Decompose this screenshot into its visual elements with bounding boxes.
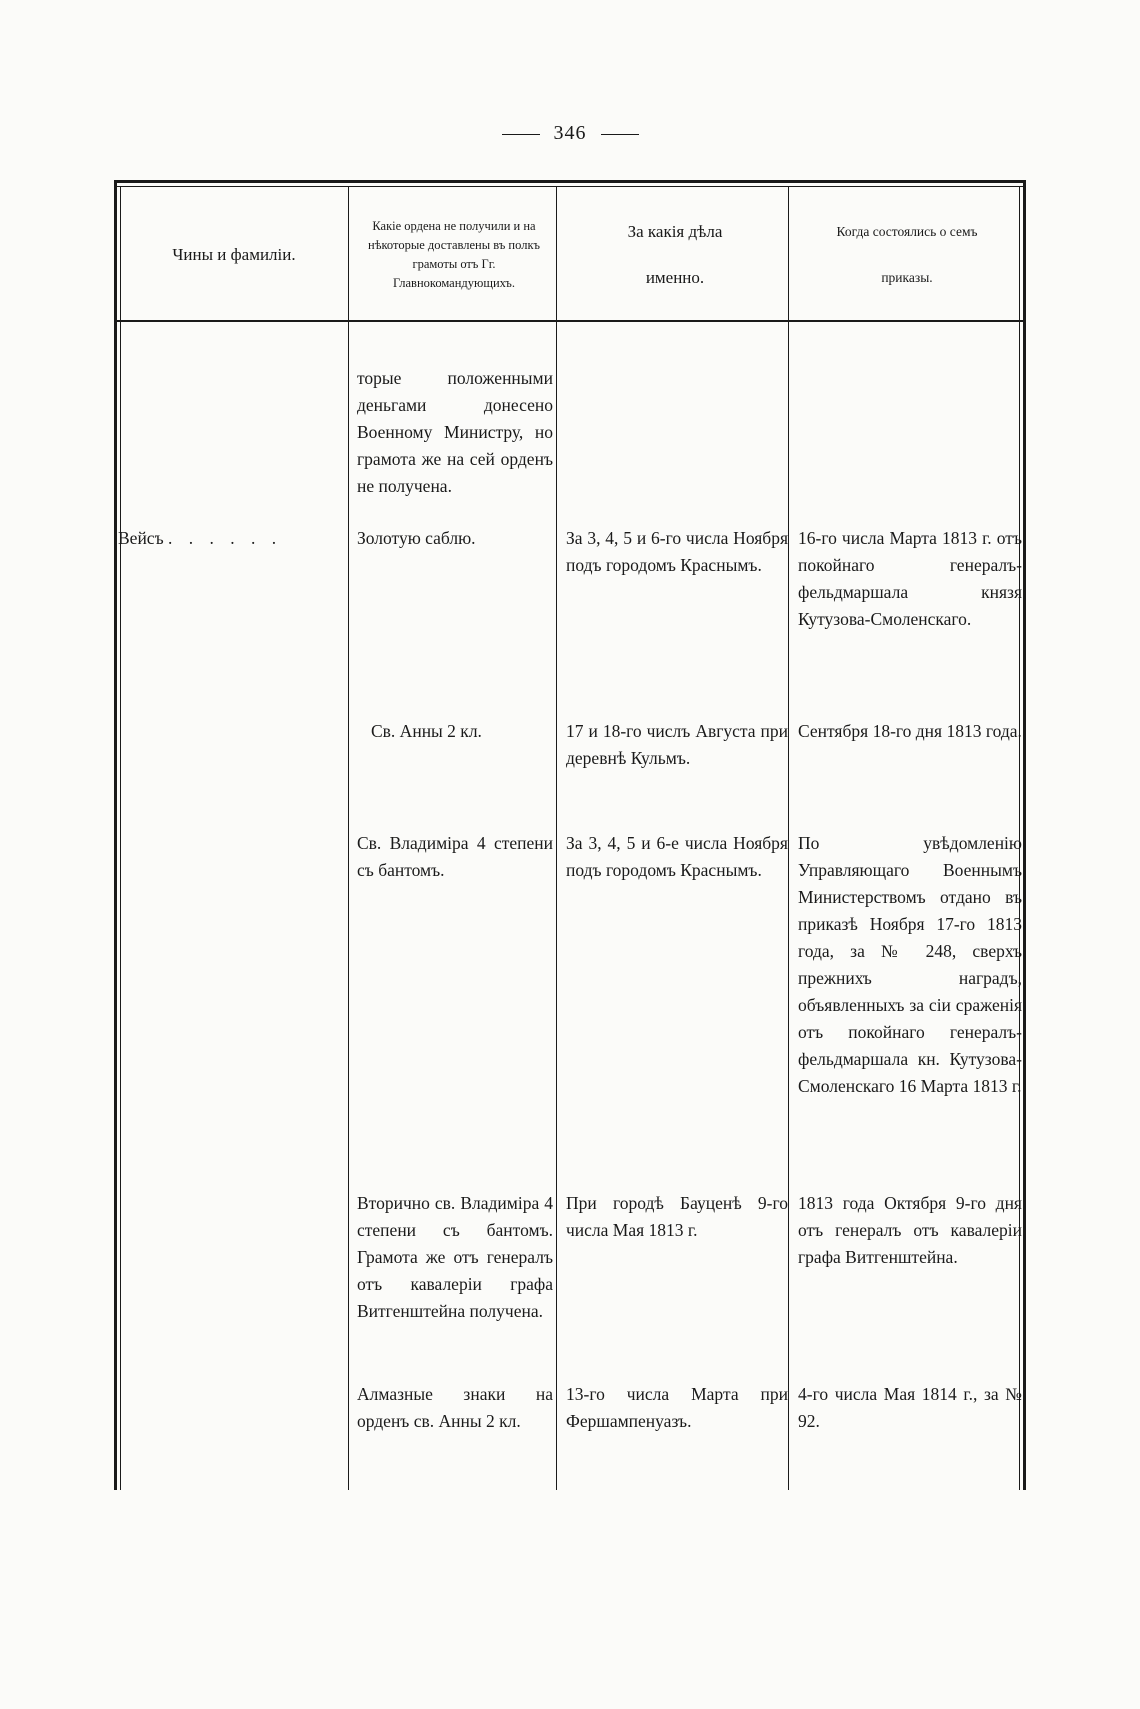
row-5-deed: 13-го числа Марта при Фершампенуазъ. xyxy=(566,1384,788,1431)
continuation-text: торые положенными деньгами донесено Военному Министру, но грамота же на сей орденъ не получена. xyxy=(357,368,553,496)
row-1-order: 16-го числа Марта 1813 г. отъ покойнаго генералъ-фельдмаршала князя Кутузова-Смоленскаго. xyxy=(798,528,1022,629)
page-number xyxy=(0,122,1140,145)
person-name xyxy=(118,525,344,552)
header-orders xyxy=(350,190,558,320)
header-orders-date xyxy=(792,190,1022,320)
row-5-award: Алмазные знаки на орденъ св. Анны 2 кл. xyxy=(357,1384,553,1431)
column-divider-3 xyxy=(788,186,789,1490)
table-top-inner-rule xyxy=(114,186,1026,187)
header-deeds-line1: За какія дѣла xyxy=(627,222,723,241)
header-orders-text: Какіе ордена не получили и на нѣкоторые доставлены въ полкъ грамоты отъ Гг. Главнокомандующихъ. xyxy=(368,219,540,290)
header-ranks-names-text: Чины и фамиліи. xyxy=(172,245,296,264)
row-3-award: Св. Владиміра 4 степени съ бантомъ. xyxy=(357,833,553,880)
row-2-award: Св. Анны 2 кл. xyxy=(371,721,482,741)
row-2-order: Сентября 18-го дня 1813 года. xyxy=(798,721,1022,741)
row-4-order: 1813 года Октября 9-го дня отъ генералъ отъ кавалеріи графа Витгенштейна. xyxy=(798,1193,1022,1267)
column-divider-2 xyxy=(556,186,557,1490)
row-4-award: Вторично св. Владиміра 4 степени съ бантомъ. Грамота же отъ генералъ отъ кавалеріи графа Витгенштейна получена. xyxy=(357,1193,553,1321)
column-divider-1 xyxy=(348,186,349,1490)
header-separator xyxy=(114,320,1026,322)
page-number-text: 346 xyxy=(553,122,587,144)
row-5-order: 4-го числа Мая 1814 г., за № 92. xyxy=(798,1384,1022,1431)
table-left-inner-rule xyxy=(120,186,121,1490)
header-deeds xyxy=(560,190,790,320)
row-4-deed: При городѣ Бауценѣ 9-го числа Мая 1813 г. xyxy=(566,1193,788,1240)
row-1-award: Золотую саблю. xyxy=(357,528,476,548)
person-name-text: Вейсъ xyxy=(118,528,164,548)
header-orders-date-line2: приказы. xyxy=(881,270,933,285)
header-ranks-names xyxy=(120,190,348,320)
left-dash xyxy=(502,134,540,135)
row-2-deed: 17 и 18-го числъ Августа при деревнѣ Кульмъ. xyxy=(566,721,788,768)
right-dash xyxy=(601,134,639,135)
header-orders-date-line1: Когда состоялись о семъ xyxy=(836,224,978,239)
person-name-dots: . . . . . . xyxy=(168,528,283,548)
row-3-order: По увѣдомленію Управляющаго Военнымъ Министерствомъ отдано въ приказѣ Ноября 17-го 1813 года, за № 248, сверхъ прежнихъ наградъ, объявленныхъ за сіи сраженія отъ покойнаго генералъ-фельдмаршала кн. Кутузова-Смоленскаго 16 Марта 1813 г. xyxy=(798,833,1022,1096)
row-3-deed: За 3, 4, 5 и 6-е числа Ноября подъ городомъ Краснымъ. xyxy=(566,833,788,880)
header-deeds-line2: именно. xyxy=(645,268,705,287)
row-1-deed: За 3, 4, 5 и 6-го числа Ноября подъ городомъ Краснымъ. xyxy=(566,528,788,575)
